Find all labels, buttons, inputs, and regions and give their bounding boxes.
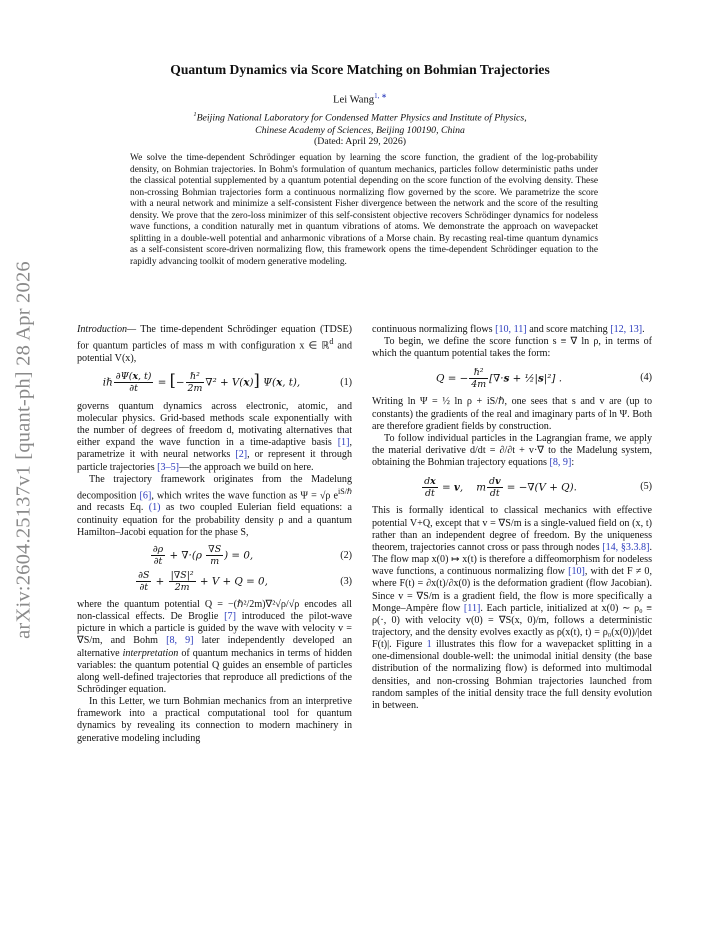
arxiv-stamp bbox=[4, 240, 44, 660]
author-line bbox=[60, 92, 660, 106]
equation-5-number: (5) bbox=[640, 481, 652, 493]
citation-8-9-right[interactable]: [8, 9] bbox=[549, 457, 572, 469]
citation-1[interactable]: [1] bbox=[337, 437, 350, 449]
citation-10[interactable]: [10] bbox=[568, 566, 585, 578]
paper-title: Quantum Dynamics via Score Matching on Bohmian Trajectories bbox=[170, 62, 550, 77]
figure-ref-1[interactable]: 1 bbox=[426, 639, 432, 651]
intro-text-end: and potential V(x), bbox=[77, 340, 352, 364]
dated-line: (Dated: April 29, 2026) bbox=[314, 136, 406, 147]
citation-2[interactable]: [2] bbox=[235, 449, 248, 461]
equation-3 bbox=[77, 570, 352, 594]
intro-text: The time-dependent Schrödinger equation (TDSE) for quantum particles of mass m with configuration x ∈ ℝ bbox=[77, 324, 352, 352]
paragraph-flow-map: This is formally identical to classical mechanics with effective potential V+Q, except that v = ∇S/m is a single-valued field on (x, t) rather than an independent degree of freedom. By the uniqueness theorem, trajectories cannot cross or pass through nodes [14, §3.3.8]. The flow map x(0) ↦ x(t) is therefore a diffeomorphism for nodeless wave functions, a continuous normalizing flow [10], with det F ≠ 0, where F(t) = ∂x(t)/∂x(0) is the deformation gradient (flow Jacobian). Since v = ∇S/m is a gradient field, the flow is more specifically a Monge–Ampère flow [11]. Each particle, initialized at x(0) ∼ ρ₀ ≡ ρ(·, 0) with velocity v(0) = ∇S(x, 0)/m, follows a deterministic trajectory, and the density evolves exactly as ρ(x(t), t) = ρ₀(x(0))/|det F(t)|. Figure 1 illustrates this flow for a wavepacket splitting in a one-dimensional double-well: the unimodal initial density (the base distribution of the normalizing flow) is deformed into multimodal densities, and non-crossing Bohmian trajectories launched from random samples of the initial density trace the full density evolution in between. bbox=[372, 505, 652, 711]
equation-3-number: (3) bbox=[340, 575, 352, 587]
equation-3-body: $\frac{\partial S}{\partial t}$ + $\frac{\text{|∇S|²}}{2m}$ + V + Q = 0, bbox=[138, 570, 268, 594]
intro-paragraph bbox=[77, 324, 352, 365]
affiliation-mark: 1 bbox=[193, 111, 197, 118]
equation-5 bbox=[372, 475, 652, 499]
equation-1-number: (1) bbox=[340, 376, 352, 388]
paragraph-lagrangian: To follow individual particles in the Lagrangian frame, we apply the material derivative d/dt = ∂/∂t + v·∇ to the Madelung system, obtaining the Bohmian trajectory equations [8, 9]: bbox=[372, 432, 652, 469]
arxiv-identifier: arXiv:2604.25137v1 [quant-ph] 28 Apr 2026 bbox=[12, 261, 35, 639]
affiliation-line-2: Chinese Academy of Sciences, Beijing 100190, China bbox=[255, 124, 465, 136]
paragraph-flows: continuous normalizing flows [10, 11] and score matching [12, 13]. bbox=[372, 324, 645, 335]
intro-lead: Introduction— bbox=[77, 324, 137, 335]
equation-2-body: $\frac{\partial\rho}{\partial t}$ + ∇·(ρ $\frac{\nabla S}{m}$ ) = 0, bbox=[152, 544, 254, 568]
paragraph-score-def: To begin, we define the score function s ≡ ∇ ln ρ, in terms of which the quantum potential takes the form: bbox=[372, 336, 652, 360]
equation-4-number: (4) bbox=[640, 372, 652, 384]
citation-12-13[interactable]: [12, 13] bbox=[610, 324, 643, 335]
equation-4-body: Q = − $\frac{\text{ℏ²}}{4m}$ [∇·s + ½|s|²] . bbox=[435, 366, 562, 390]
equation-1 bbox=[77, 371, 352, 395]
paragraph-letter: In this Letter, we turn Bohmian mechanics from an interpretive framework into a practical computational tool for quantum dynamics by revealing its connection to modern machinery in generative modeling including bbox=[77, 696, 352, 744]
affiliation bbox=[100, 109, 620, 137]
author-marks[interactable]: 1, ∗ bbox=[374, 92, 387, 100]
citation-7[interactable]: [7] bbox=[224, 611, 236, 623]
right-column bbox=[372, 324, 652, 712]
paragraph-gradients: Writing ln Ψ = ½ ln ρ + iS/ℏ, one sees that s and v are (up to constants) the gradients of the real and imaginary parts of ln Ψ. Both are therefore gradient fields by construction. bbox=[372, 396, 652, 432]
paragraph-bohm: where the quantum potential Q = −(ℏ²/2m)∇²√ρ/√ρ encodes all non-classical effects. De Broglie [7] introduced the pilot-wave picture in which a particle is guided by the wave with velocity v = ∇S/m, and Bohm [8, 9] later independently developed an alternative interpretation of quantum mechanics in terms of hidden variables: the quantum potential Q guides an ensemble of particles along well-defined trajectories that reproduce all predictions of the Schrödinger equation. bbox=[77, 598, 353, 695]
citation-14[interactable]: [14, §3.3.8] bbox=[602, 541, 650, 553]
equation-1-body: iℏ $\frac{\partial\Psi(x, t)}{\partial t}$ = [− $\frac{\text{ℏ²}}{2m}$ ∇² + V(x)] Ψ(x, t), bbox=[102, 370, 301, 395]
author-name: Lei Wang bbox=[333, 94, 375, 106]
citation-3-5[interactable]: [3–5] bbox=[157, 461, 180, 473]
citation-8-9[interactable]: [8, 9] bbox=[166, 635, 194, 647]
citation-6[interactable]: [6] bbox=[139, 490, 152, 502]
equation-4 bbox=[372, 366, 652, 390]
abstract: We solve the time-dependent Schrödinger equation by learning the score function, the gradient of the log-probability density, on Bohmian trajectories. In Bohm's formulation of quantum mechanics, particles follow deterministic paths under the classical potential supplemented by a quantum potential depending on the score function of the evolving density. These non-crossing Bohmian trajectories form a continuous normalizing flow governed by the score. We parametrize the score with a neural network and minimize a self-consistent Fisher divergence between the network and the score of the resulting density. We prove that the zero-loss minimizer of this self-consistent objective recovers Schrödinger dynamics for nodeless wave functions, a condition naturally met in quantum vibrations of atoms. We demonstrate the approach on wavepacket splitting in a double-well potential and anharmonic vibrations of a Morse chain. By recasting real-time quantum dynamics as a self-consistent score-driven normalizing flow, this framework opens the time-dependent Schrödinger equation to the rapidly advancing toolkit of modern generative modeling. bbox=[130, 153, 598, 267]
citation-10-11[interactable]: [10, 11] bbox=[495, 324, 527, 335]
citation-11[interactable]: [11] bbox=[463, 602, 481, 614]
paragraph-madelung: The trajectory framework originates from the Madelung decomposition [6], which writes the wave function as Ψ = √ρ $e^{iS/\hbar}$ and recasts Eq. (1) as two coupled Eulerian field equations: a continuity equation for the probability density ρ and a quantum Hamilton–Jacobi equation for the phase S, bbox=[77, 473, 353, 538]
left-column bbox=[77, 324, 352, 745]
equation-2-number: (2) bbox=[340, 549, 352, 561]
paragraph-methods: governs quantum dynamics across electronic, atomic, and molecular physics. Grid-based methods scale exponentially with the number of degrees of freedom d, motivating alternatives that either expand the wave function in a time-adaptive basis [1], parametrize it with neural networks [2], or represent it through particle trajectories [3–5]—the approach we build on here. bbox=[77, 400, 352, 473]
equation-2 bbox=[77, 544, 352, 568]
equation-5-body: $\frac{dx}{dt}$ = v, m $\frac{dv}{dt}$ = −∇(V + Q). bbox=[424, 475, 577, 499]
equation-ref-1[interactable]: (1) bbox=[148, 502, 161, 514]
intro-sup: d bbox=[329, 337, 334, 347]
affiliation-line-1: Beijing National Laboratory for Condensed Matter Physics and Institute of Physics, bbox=[196, 112, 527, 124]
